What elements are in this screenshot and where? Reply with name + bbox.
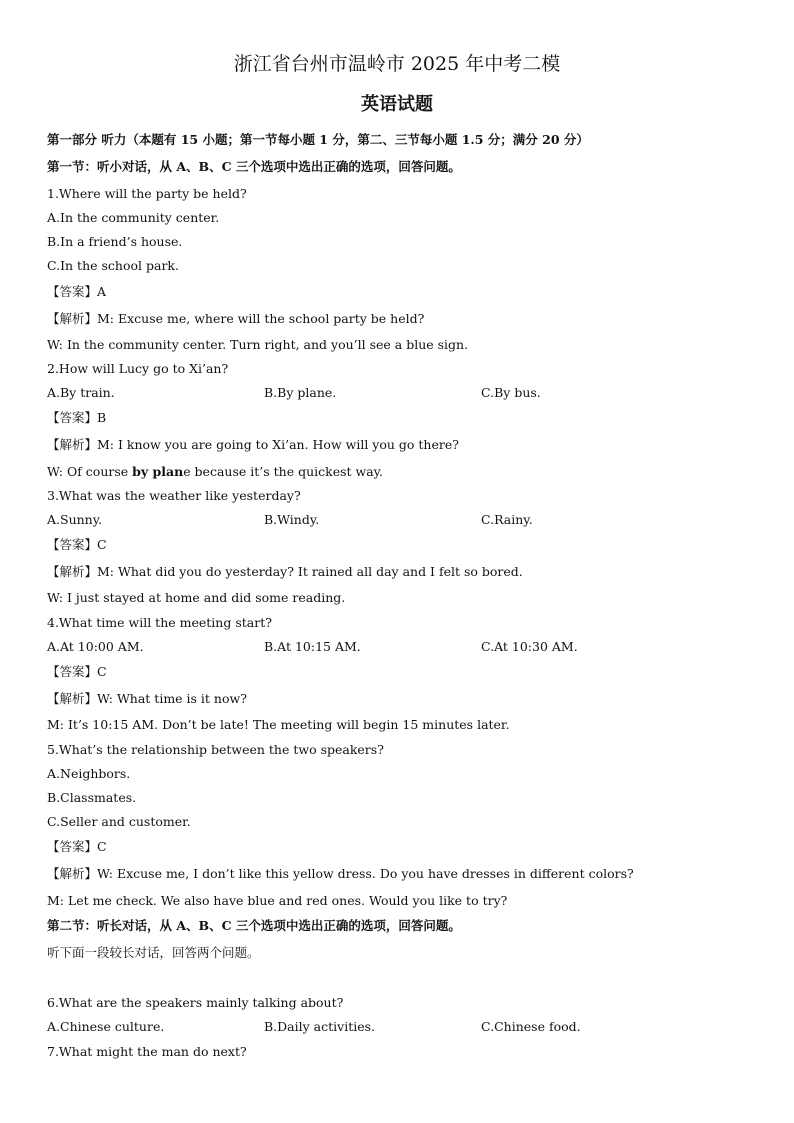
q1-analysis-line2: W: In the community center. Turn right, and you’ll see a blue sign. <box>47 337 469 352</box>
exam-subtitle: 英语试题 <box>361 94 433 115</box>
q2-option-c: C.By bus. <box>481 385 541 400</box>
q4-question: 4.What time will the meeting start? <box>47 615 272 630</box>
q2-analysis-pre: W: Of course <box>47 464 133 479</box>
q3-option-a: A.Sunny. <box>47 512 103 527</box>
q4-answer: 【答案】C <box>47 664 107 679</box>
q2-option-a: A.By train. <box>47 385 115 400</box>
q3-analysis-line2: W: I just stayed at home and did some reading. <box>47 590 346 605</box>
exam-title: 浙江省台州市温岭市 2025 年中考二模 <box>233 53 561 75</box>
q5-option-b: B.Classmates. <box>47 790 137 805</box>
q5-option-c: C.Seller and customer. <box>47 814 191 829</box>
q5-analysis-line1: 【解析】W: Excuse me, I don’t like this yellow dress. Do you have dresses in different colors? <box>47 866 634 881</box>
q4-analysis-line2: M: It’s 10:15 AM. Don’t be late! The meeting will begin 15 minutes later. <box>47 717 510 732</box>
q5-analysis-line2: M: Let me check. We also have blue and red ones. Would you like to try? <box>47 893 508 908</box>
q4-option-c: C.At 10:30 AM. <box>481 639 578 654</box>
q4-option-b: B.At 10:15 AM. <box>264 639 361 654</box>
q2-option-b: B.By plane. <box>264 385 337 400</box>
q6-option-a: A.Chinese culture. <box>47 1019 165 1034</box>
section1-heading: 第一节：听小对话，从 A、B、C 三个选项中选出正确的选项，回答问题。 <box>47 159 461 174</box>
q3-question: 3.What was the weather like yesterday? <box>47 488 301 503</box>
q2-analysis-post: e because it’s the quickest way. <box>183 464 384 479</box>
section2-heading: 第二节：听长对话，从 A、B、C 三个选项中选出正确的选项，回答问题。 <box>47 918 461 933</box>
q7-question: 7.What might the man do next? <box>47 1044 247 1059</box>
q5-option-a: A.Neighbors. <box>47 766 131 781</box>
q3-option-b: B.Windy. <box>264 512 320 527</box>
q3-analysis-line1: 【解析】M: What did you do yesterday? It rained all day and I felt so bored. <box>47 564 523 579</box>
q2-analysis-line1: 【解析】M: I know you are going to Xi’an. How will you go there? <box>47 437 459 452</box>
q1-question: 1.Where will the party be held? <box>47 186 247 201</box>
q4-option-a: A.At 10:00 AM. <box>47 639 144 654</box>
section2-note: 听下面一段较长对话，回答两个问题。 <box>47 945 260 960</box>
q1-option-b: B.In a friend’s house. <box>47 234 183 249</box>
q6-option-b: B.Daily activities. <box>264 1019 376 1034</box>
q6-option-c: C.Chinese food. <box>481 1019 581 1034</box>
q6-question: 6.What are the speakers mainly talking about? <box>47 995 344 1010</box>
q5-answer: 【答案】C <box>47 839 107 854</box>
q3-option-c: C.Rainy. <box>481 512 533 527</box>
q1-answer: 【答案】A <box>47 284 107 299</box>
q1-option-c: C.In the school park. <box>47 258 179 273</box>
q1-option-a: A.In the community center. <box>47 210 220 225</box>
part1-heading: 第一部分 听力（本题有 15 小题；第一节每小题 1 分，第二、三节每小题 1.5 分；满分 20 分） <box>47 132 589 147</box>
q3-answer: 【答案】C <box>47 537 107 552</box>
q5-question: 5.What’s the relationship between the two speakers? <box>47 742 384 757</box>
q2-answer: 【答案】B <box>47 410 107 425</box>
q2-analysis-line2 <box>47 464 383 480</box>
q2-analysis-bold: by plan <box>132 464 184 479</box>
q2-question: 2.How will Lucy go to Xi’an? <box>47 361 229 376</box>
q1-analysis-line1: 【解析】M: Excuse me, where will the school party be held? <box>47 311 425 326</box>
q4-analysis-line1: 【解析】W: What time is it now? <box>47 691 247 706</box>
